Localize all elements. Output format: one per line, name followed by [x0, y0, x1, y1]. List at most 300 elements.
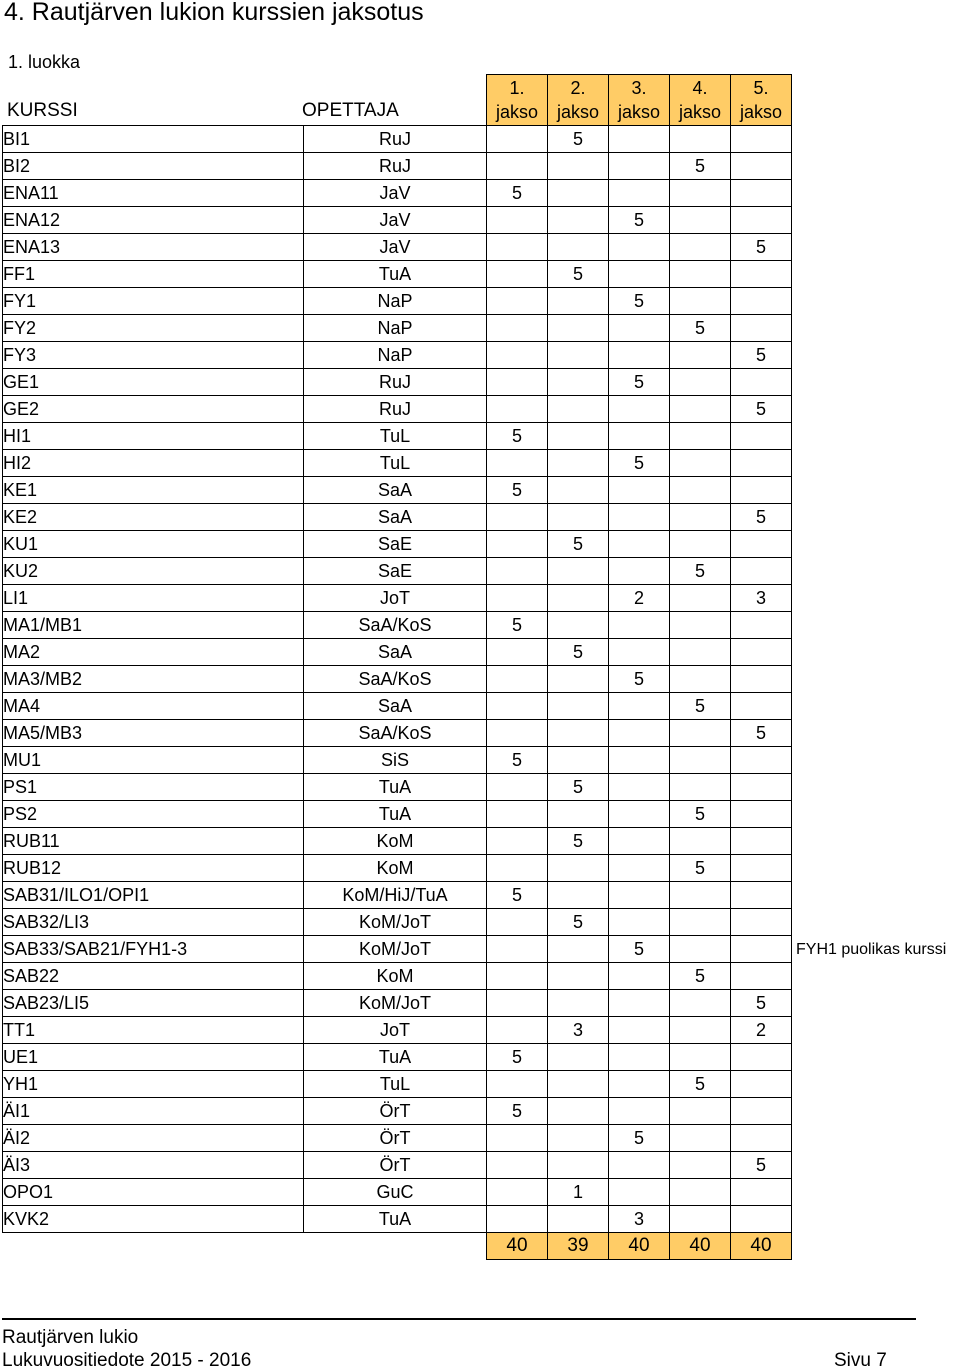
table-row — [3, 747, 792, 774]
period-4-cell — [670, 450, 731, 477]
period-3-cell — [609, 1017, 670, 1044]
period-1-cell — [487, 963, 548, 990]
period-2-cell — [548, 801, 609, 828]
teacher-cell: SaA — [304, 504, 487, 531]
period-4-cell — [670, 1125, 731, 1152]
course-code-cell: ÄI3 — [3, 1152, 304, 1179]
period-4-cell — [670, 909, 731, 936]
period-2-cell — [548, 207, 609, 234]
period-5-cell — [731, 153, 792, 180]
teacher-cell: TuL — [304, 423, 487, 450]
course-code-cell: ÄI2 — [3, 1125, 304, 1152]
period-4-cell — [670, 828, 731, 855]
period-3-cell — [609, 774, 670, 801]
table-row — [3, 234, 792, 261]
period-5-cell: 3 — [731, 585, 792, 612]
period-1-total: 40 — [487, 1233, 548, 1260]
table-row — [3, 342, 792, 369]
period-2-cell — [548, 315, 609, 342]
period-2-cell — [548, 963, 609, 990]
teacher-cell: KoM/JoT — [304, 936, 487, 963]
period-5-cell — [731, 774, 792, 801]
period-3-cell: 2 — [609, 585, 670, 612]
period-5-cell: 5 — [731, 720, 792, 747]
table-row — [3, 774, 792, 801]
table-row — [3, 180, 792, 207]
course-code-cell: KU1 — [3, 531, 304, 558]
table-row — [3, 828, 792, 855]
period-3-cell — [609, 342, 670, 369]
period-3-cell — [609, 1179, 670, 1206]
period-2-cell: 5 — [548, 909, 609, 936]
period-1-cell — [487, 909, 548, 936]
period-3-cell — [609, 639, 670, 666]
period-5-cell — [731, 936, 792, 963]
period-4-cell — [670, 585, 731, 612]
period-4-cell — [670, 369, 731, 396]
course-code-cell: MA1/MB1 — [3, 612, 304, 639]
period-3-cell — [609, 855, 670, 882]
period-5-cell — [731, 126, 792, 153]
period-2-cell — [548, 1044, 609, 1071]
period-5-cell — [731, 558, 792, 585]
period-4-cell — [670, 936, 731, 963]
teacher-cell: KoM — [304, 828, 487, 855]
period-1-cell — [487, 396, 548, 423]
course-code-cell: UE1 — [3, 1044, 304, 1071]
period-3-cell: 3 — [609, 1206, 670, 1233]
period-1-cell — [487, 1071, 548, 1098]
period-5-cell — [731, 1179, 792, 1206]
course-code-cell: ENA13 — [3, 234, 304, 261]
teacher-cell: NaP — [304, 288, 487, 315]
period-4-cell — [670, 288, 731, 315]
period-5-cell — [731, 612, 792, 639]
teacher-cell: RuJ — [304, 369, 487, 396]
period-3-cell — [609, 234, 670, 261]
table-row — [3, 315, 792, 342]
period-1-cell — [487, 936, 548, 963]
period-2-cell — [548, 1098, 609, 1125]
period-2-cell — [548, 558, 609, 585]
period-5-cell — [731, 909, 792, 936]
table-row — [3, 963, 792, 990]
period-5-cell — [731, 450, 792, 477]
period-3-cell — [609, 396, 670, 423]
period-1-cell — [487, 207, 548, 234]
period-4-cell: 5 — [670, 558, 731, 585]
period-1-cell — [487, 504, 548, 531]
table-row — [3, 1098, 792, 1125]
course-code-cell: GE2 — [3, 396, 304, 423]
period-4-cell — [670, 180, 731, 207]
header-blank-kurssi — [3, 75, 304, 126]
period-3-cell — [609, 720, 670, 747]
table-row — [3, 909, 792, 936]
period-5-cell — [731, 747, 792, 774]
teacher-cell: RuJ — [304, 126, 487, 153]
teacher-cell: NaP — [304, 315, 487, 342]
table-row — [3, 1044, 792, 1071]
period-2-cell — [548, 585, 609, 612]
course-code-cell: SAB23/LI5 — [3, 990, 304, 1017]
period-2-cell — [548, 747, 609, 774]
period-header-4: 4. jakso — [670, 75, 731, 126]
footer-page-number: Sivu 7 — [834, 1350, 887, 1371]
period-5-cell — [731, 531, 792, 558]
course-code-cell: PS2 — [3, 801, 304, 828]
course-code-cell: MA4 — [3, 693, 304, 720]
teacher-cell: KoM — [304, 963, 487, 990]
course-code-cell: YH1 — [3, 1071, 304, 1098]
period-3-cell — [609, 477, 670, 504]
period-4-cell: 5 — [670, 1071, 731, 1098]
course-code-cell: SAB31/ILO1/OPI1 — [3, 882, 304, 909]
teacher-cell: SaA — [304, 693, 487, 720]
period-3-cell: 5 — [609, 288, 670, 315]
course-code-cell: HI1 — [3, 423, 304, 450]
period-4-cell — [670, 531, 731, 558]
period-3-cell — [609, 963, 670, 990]
course-code-cell: ENA11 — [3, 180, 304, 207]
course-code-cell: PS1 — [3, 774, 304, 801]
table-row — [3, 153, 792, 180]
period-3-cell: 5 — [609, 207, 670, 234]
teacher-cell: SiS — [304, 747, 487, 774]
course-code-cell: SAB32/LI3 — [3, 909, 304, 936]
period-3-cell — [609, 801, 670, 828]
period-5-cell — [731, 207, 792, 234]
table-row — [3, 558, 792, 585]
period-2-cell — [548, 1071, 609, 1098]
period-4-cell — [670, 639, 731, 666]
period-2-cell — [548, 396, 609, 423]
table-row — [3, 1179, 792, 1206]
period-2-cell: 5 — [548, 531, 609, 558]
period-4-cell — [670, 720, 731, 747]
period-1-cell: 5 — [487, 612, 548, 639]
period-5-cell — [731, 828, 792, 855]
period-5-cell — [731, 315, 792, 342]
course-code-cell: MA5/MB3 — [3, 720, 304, 747]
period-1-cell — [487, 450, 548, 477]
period-2-cell — [548, 234, 609, 261]
period-2-cell — [548, 288, 609, 315]
course-code-cell: FF1 — [3, 261, 304, 288]
period-4-cell — [670, 126, 731, 153]
period-2-cell — [548, 936, 609, 963]
course-code-cell: FY2 — [3, 315, 304, 342]
period-3-cell — [609, 1098, 670, 1125]
schedule-table-container — [2, 74, 792, 1260]
period-3-cell — [609, 126, 670, 153]
table-row — [3, 1125, 792, 1152]
period-header-3: 3. jakso — [609, 75, 670, 126]
period-2-cell: 5 — [548, 828, 609, 855]
period-1-cell — [487, 639, 548, 666]
course-code-cell: OPO1 — [3, 1179, 304, 1206]
table-row — [3, 801, 792, 828]
header-blank-opettaja — [304, 75, 487, 126]
teacher-cell: KoM/HiJ/TuA — [304, 882, 487, 909]
period-1-cell — [487, 234, 548, 261]
teacher-cell: SaA — [304, 477, 487, 504]
table-row — [3, 1017, 792, 1044]
period-3-cell: 5 — [609, 450, 670, 477]
teacher-cell: TuA — [304, 1044, 487, 1071]
column-header-kurssi: KURSSI — [7, 100, 78, 121]
period-2-cell — [548, 423, 609, 450]
period-3-cell — [609, 909, 670, 936]
table-row — [3, 288, 792, 315]
course-code-cell: SAB33/SAB21/FYH1-3 — [3, 936, 304, 963]
period-4-cell — [670, 396, 731, 423]
teacher-cell: KoM/JoT — [304, 990, 487, 1017]
period-1-cell: 5 — [487, 423, 548, 450]
period-4-cell — [670, 1044, 731, 1071]
period-4-cell — [670, 261, 731, 288]
period-1-cell: 5 — [487, 747, 548, 774]
period-1-cell — [487, 720, 548, 747]
table-row — [3, 207, 792, 234]
course-code-cell: BI1 — [3, 126, 304, 153]
period-3-cell — [609, 153, 670, 180]
period-3-cell — [609, 882, 670, 909]
table-row — [3, 585, 792, 612]
period-1-cell: 5 — [487, 477, 548, 504]
teacher-cell: TuA — [304, 261, 487, 288]
teacher-cell: TuA — [304, 774, 487, 801]
period-2-total: 39 — [548, 1233, 609, 1260]
totals-blank — [304, 1233, 487, 1260]
period-1-cell — [487, 990, 548, 1017]
period-header-2: 2. jakso — [548, 75, 609, 126]
period-4-cell — [670, 1098, 731, 1125]
period-5-cell — [731, 882, 792, 909]
period-1-cell — [487, 693, 548, 720]
period-1-cell — [487, 288, 548, 315]
table-row — [3, 369, 792, 396]
teacher-cell: RuJ — [304, 396, 487, 423]
table-row — [3, 1071, 792, 1098]
period-1-cell — [487, 585, 548, 612]
period-1-cell — [487, 558, 548, 585]
period-5-cell — [731, 801, 792, 828]
period-1-cell — [487, 774, 548, 801]
period-2-cell — [548, 504, 609, 531]
period-2-cell: 5 — [548, 639, 609, 666]
period-3-cell: 5 — [609, 369, 670, 396]
teacher-cell: SaE — [304, 531, 487, 558]
table-row — [3, 1206, 792, 1233]
period-1-cell — [487, 1017, 548, 1044]
table-row — [3, 1152, 792, 1179]
period-2-cell — [548, 369, 609, 396]
teacher-cell: SaE — [304, 558, 487, 585]
period-4-cell — [670, 477, 731, 504]
teacher-cell: TuL — [304, 1071, 487, 1098]
period-header-5: 5. jakso — [731, 75, 792, 126]
schedule-table — [2, 74, 792, 1260]
period-3-cell — [609, 180, 670, 207]
course-code-cell: FY3 — [3, 342, 304, 369]
period-5-cell: 5 — [731, 1152, 792, 1179]
period-4-cell — [670, 990, 731, 1017]
course-code-cell: KU2 — [3, 558, 304, 585]
teacher-cell: ÖrT — [304, 1098, 487, 1125]
course-code-cell: KVK2 — [3, 1206, 304, 1233]
course-code-cell: BI2 — [3, 153, 304, 180]
period-5-cell — [731, 855, 792, 882]
period-5-cell — [731, 1071, 792, 1098]
course-code-cell: GE1 — [3, 369, 304, 396]
period-1-cell — [487, 153, 548, 180]
table-row — [3, 936, 792, 963]
period-4-cell: 5 — [670, 855, 731, 882]
course-code-cell: ENA12 — [3, 207, 304, 234]
teacher-cell: GuC — [304, 1179, 487, 1206]
period-5-cell — [731, 369, 792, 396]
period-5-cell: 5 — [731, 990, 792, 1017]
teacher-cell: KoM — [304, 855, 487, 882]
period-4-cell — [670, 234, 731, 261]
teacher-cell: JaV — [304, 234, 487, 261]
period-header-1: 1. jakso — [487, 75, 548, 126]
teacher-cell: TuL — [304, 450, 487, 477]
teacher-cell: JaV — [304, 207, 487, 234]
period-3-cell — [609, 261, 670, 288]
period-2-cell — [548, 342, 609, 369]
teacher-cell: NaP — [304, 342, 487, 369]
period-2-cell — [548, 1152, 609, 1179]
period-5-cell — [731, 423, 792, 450]
period-3-cell — [609, 828, 670, 855]
table-row — [3, 612, 792, 639]
course-code-cell: FY1 — [3, 288, 304, 315]
period-3-cell: 5 — [609, 1125, 670, 1152]
period-3-cell — [609, 315, 670, 342]
table-row — [3, 477, 792, 504]
period-4-cell: 5 — [670, 801, 731, 828]
table-row — [3, 396, 792, 423]
page-title: 4. Rautjärven lukion kurssien jaksotus — [4, 0, 424, 26]
period-2-cell — [548, 693, 609, 720]
teacher-cell: TuA — [304, 801, 487, 828]
period-4-cell — [670, 1017, 731, 1044]
period-1-cell — [487, 1125, 548, 1152]
period-2-cell — [548, 990, 609, 1017]
period-4-cell: 5 — [670, 315, 731, 342]
period-2-cell — [548, 882, 609, 909]
period-4-cell — [670, 747, 731, 774]
period-2-cell: 1 — [548, 1179, 609, 1206]
period-1-cell — [487, 531, 548, 558]
period-4-cell — [670, 423, 731, 450]
period-4-cell — [670, 774, 731, 801]
footer-document-title: Lukuvuositiedote 2015 - 2016 — [2, 1350, 252, 1371]
table-row — [3, 639, 792, 666]
table-row — [3, 693, 792, 720]
table-row — [3, 126, 792, 153]
period-5-total: 40 — [731, 1233, 792, 1260]
period-1-cell — [487, 828, 548, 855]
table-row — [3, 720, 792, 747]
period-3-cell — [609, 423, 670, 450]
period-1-cell — [487, 126, 548, 153]
period-5-cell — [731, 666, 792, 693]
period-4-cell: 5 — [670, 693, 731, 720]
teacher-cell: SaA/KoS — [304, 720, 487, 747]
teacher-cell: KoM/JoT — [304, 909, 487, 936]
period-1-cell: 5 — [487, 1098, 548, 1125]
table-row — [3, 531, 792, 558]
period-3-cell — [609, 693, 670, 720]
period-5-cell — [731, 288, 792, 315]
table-row — [3, 882, 792, 909]
course-code-cell: KE2 — [3, 504, 304, 531]
period-2-cell: 5 — [548, 261, 609, 288]
period-5-cell — [731, 261, 792, 288]
period-3-cell — [609, 612, 670, 639]
period-5-cell — [731, 963, 792, 990]
period-2-cell: 3 — [548, 1017, 609, 1044]
course-code-cell: LI1 — [3, 585, 304, 612]
period-1-cell — [487, 1179, 548, 1206]
period-5-cell — [731, 180, 792, 207]
period-2-cell — [548, 153, 609, 180]
table-row — [3, 666, 792, 693]
period-4-cell: 5 — [670, 963, 731, 990]
table-row — [3, 855, 792, 882]
period-3-cell — [609, 558, 670, 585]
footer-school: Rautjärven lukio — [2, 1327, 139, 1348]
period-4-total: 40 — [670, 1233, 731, 1260]
period-5-cell: 5 — [731, 234, 792, 261]
period-3-cell — [609, 990, 670, 1017]
period-3-cell — [609, 747, 670, 774]
period-2-cell — [548, 477, 609, 504]
period-3-cell — [609, 1152, 670, 1179]
period-1-cell — [487, 369, 548, 396]
period-5-cell — [731, 1125, 792, 1152]
footer-divider — [2, 1318, 916, 1320]
period-2-cell — [548, 180, 609, 207]
period-5-cell — [731, 477, 792, 504]
teacher-cell: SaA/KoS — [304, 612, 487, 639]
course-code-cell: TT1 — [3, 1017, 304, 1044]
course-code-cell: HI2 — [3, 450, 304, 477]
teacher-cell: JoT — [304, 1017, 487, 1044]
teacher-cell: ÖrT — [304, 1152, 487, 1179]
period-2-cell: 5 — [548, 126, 609, 153]
table-row — [3, 423, 792, 450]
table-row — [3, 450, 792, 477]
period-2-cell — [548, 666, 609, 693]
teacher-cell: SaA/KoS — [304, 666, 487, 693]
period-4-cell — [670, 504, 731, 531]
period-5-cell: 5 — [731, 342, 792, 369]
teacher-cell: TuA — [304, 1206, 487, 1233]
period-4-cell — [670, 1179, 731, 1206]
table-row — [3, 504, 792, 531]
period-1-cell — [487, 342, 548, 369]
course-code-cell: MA3/MB2 — [3, 666, 304, 693]
period-2-cell — [548, 450, 609, 477]
period-3-total: 40 — [609, 1233, 670, 1260]
period-1-cell — [487, 261, 548, 288]
period-4-cell: 5 — [670, 153, 731, 180]
teacher-cell: JaV — [304, 180, 487, 207]
